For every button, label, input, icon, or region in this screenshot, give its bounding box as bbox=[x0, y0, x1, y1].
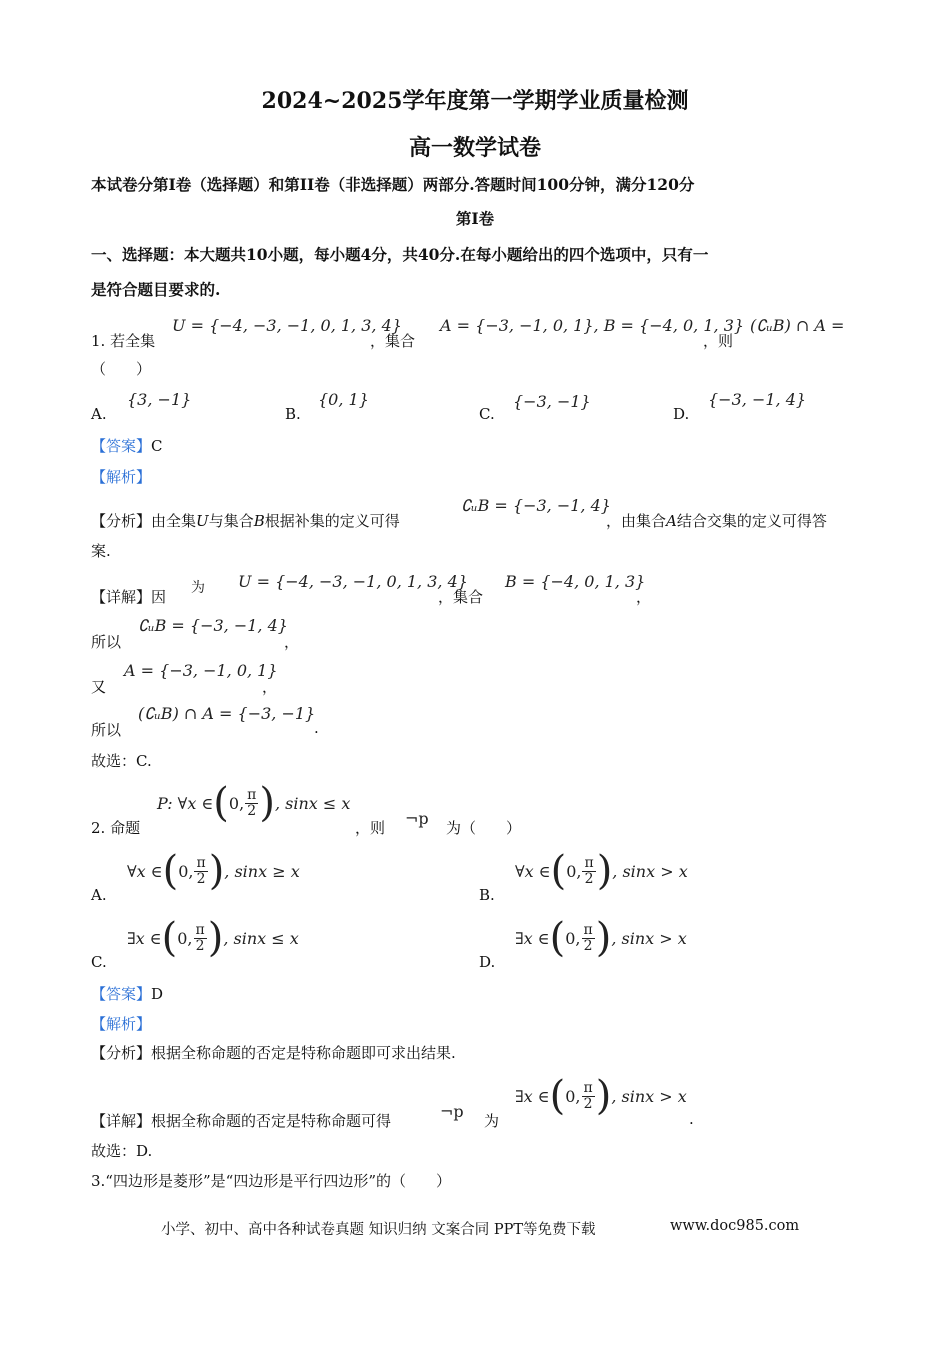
q1-suoyi1-expr: ∁ᵤB = {−3, −1, 4} bbox=[138, 616, 288, 635]
q2-option-a-tail: , sinx ≥ x bbox=[224, 861, 300, 881]
q1-analysis-tag: 【解析】 bbox=[91, 468, 152, 486]
q1-option-a-label: A. bbox=[91, 405, 107, 423]
answer-tag: 【答案】 bbox=[91, 985, 152, 1003]
q2-answer-line bbox=[91, 983, 163, 1004]
q2-detail-zero: 0, bbox=[565, 1086, 581, 1106]
q1-fenxi-text-c: 根据补集的定义可得 bbox=[264, 512, 400, 530]
fenxi-tag: 【分析】 bbox=[91, 512, 152, 530]
fenxi-tag: 【分析】 bbox=[91, 1044, 152, 1062]
exam-title: 2024~2025学年度第一学期学业质量检测 bbox=[261, 88, 689, 114]
q2-stem-c: 为（ ） bbox=[446, 819, 522, 837]
q1-option-b: {0, 1} bbox=[318, 390, 369, 409]
q1-fenxi-a-set: A bbox=[666, 512, 677, 530]
q2-detail-interval: ( 0, $\frac{\pi}{2}$ ) bbox=[549, 1073, 612, 1119]
section-heading-line2: 是符合题目要求的. bbox=[91, 280, 221, 299]
q2-option-b-quantifier: ∀x ∈ bbox=[515, 861, 551, 881]
q1-option-c: {−3, −1} bbox=[513, 392, 591, 411]
q1-detail-text-b: ，集合 bbox=[438, 588, 484, 606]
q1-expr: (∁ᵤB) ∩ A = bbox=[750, 316, 845, 335]
detail-tag: 【详解】 bbox=[91, 588, 152, 606]
q1-option-d: {−3, −1, 4} bbox=[708, 390, 807, 409]
q2-option-d-interval: ( 0, $\frac{\pi}{2}$ ) bbox=[549, 915, 612, 961]
q1-fenxi-tail bbox=[606, 510, 827, 531]
q2-option-c-label: C. bbox=[91, 953, 107, 971]
q1-fenxi-text-e: 结合交集的定义可得答 bbox=[676, 512, 827, 530]
q2-option-a-zero: 0, bbox=[178, 861, 194, 881]
q2-option-d-quantifier: ∃x ∈ bbox=[515, 928, 550, 948]
q2-option-d-pi: π bbox=[583, 921, 593, 938]
q1-stem-b: ，集合 bbox=[370, 332, 416, 350]
q2-option-b-zero: 0, bbox=[566, 861, 582, 881]
q1-fenxi-u: U bbox=[196, 512, 209, 530]
exam-intro: 本试卷分第I卷（选择题）和第II卷（非选择题）两部分.答题时间100分钟，满分120分 bbox=[91, 175, 695, 194]
q2-option-b-frac bbox=[582, 856, 595, 887]
q1-detail-set-u: U = {−4, −3, −1, 0, 1, 3, 4} bbox=[238, 572, 468, 591]
q2-option-d-frac bbox=[582, 923, 595, 954]
q1-fenxi-text-a: 由全集 bbox=[151, 512, 197, 530]
q1-option-c-label: C. bbox=[479, 405, 495, 423]
q2-option-c-pi: π bbox=[195, 921, 205, 938]
q2-option-b bbox=[515, 846, 688, 896]
q1-guxuan: 故选：C. bbox=[91, 752, 152, 770]
q2-option-d-tail: , sinx > x bbox=[611, 928, 687, 948]
q2-option-c bbox=[127, 913, 299, 963]
q1-you: 又 bbox=[91, 678, 107, 696]
q2-detail-notp: ¬p bbox=[440, 1102, 464, 1121]
q1-you-expr: A = {−3, −1, 0, 1} bbox=[124, 661, 278, 680]
exam-subtitle: 高一数学试卷 bbox=[408, 135, 541, 161]
q1-option-a: {3, −1} bbox=[127, 390, 192, 409]
q2-option-b-label: B. bbox=[479, 886, 495, 904]
q2-option-c-quantifier: ∃x ∈ bbox=[127, 928, 162, 948]
q2-option-d bbox=[515, 913, 687, 963]
q2-option-d-zero: 0, bbox=[565, 928, 581, 948]
q2-option-a-label: A. bbox=[91, 886, 107, 904]
q2-option-c-frac bbox=[194, 923, 207, 954]
q1-set-u: U = {−4, −3, −1, 0, 1, 3, 4} bbox=[172, 316, 402, 335]
q3-stem: 3.“四边形是菱形”是“四边形是平行四边形”的（ ） bbox=[91, 1172, 451, 1190]
q1-suoyi2-end: . bbox=[314, 719, 319, 737]
q2-detail-text-a: 根据全称命题的否定是特称命题可得 bbox=[151, 1112, 392, 1130]
q2-stem-a: 2. 命题 bbox=[91, 819, 141, 837]
q1-suoyi2: 所以 bbox=[91, 721, 122, 739]
q1-suoyi2-expr: (∁ᵤB) ∩ A = {−3, −1} bbox=[138, 704, 316, 723]
section-heading-line1: 一、选择题：本大题共10小题，每小题4分，共40分.在每小题给出的四个选项中，只有一 bbox=[91, 245, 709, 264]
q1-fenxi-end: 案. bbox=[91, 542, 111, 560]
q2-proposition bbox=[157, 779, 350, 827]
q2-detail-pi: π bbox=[583, 1079, 593, 1096]
q2-option-a-pi: π bbox=[196, 854, 206, 871]
q1-option-d-label: D. bbox=[673, 405, 690, 423]
q1-fenxi-text-b: 与集合 bbox=[208, 512, 254, 530]
q2-prop-quantifier: P: ∀x ∈ bbox=[157, 793, 214, 813]
q2-answer: D bbox=[151, 985, 164, 1003]
q1-fenxi-line bbox=[91, 510, 400, 531]
q2-option-b-interval: ( 0, $\frac{\pi}{2}$ ) bbox=[550, 848, 613, 894]
q1-detail-text-a: 因 bbox=[151, 588, 167, 606]
q1-fenxi-text-d: ，由集合 bbox=[606, 512, 667, 530]
q1-answer-paren: （ ） bbox=[91, 360, 152, 378]
q2-prop-interval: ( 0, $\frac{\pi}{2}$ ) bbox=[213, 780, 275, 826]
q2-prop-pi: π bbox=[247, 786, 257, 803]
q2-prop-zero: 0, bbox=[228, 793, 245, 813]
q1-fenxi-expr: ∁ᵤB = {−3, −1, 4} bbox=[461, 496, 611, 515]
q2-fenxi-line bbox=[91, 1042, 456, 1063]
part-heading: 第I卷 bbox=[455, 209, 495, 228]
q1-detail-comma: ， bbox=[636, 588, 652, 606]
q2-detail-end: . bbox=[689, 1110, 694, 1128]
q1-detail-wei: 为 bbox=[191, 580, 205, 596]
q2-option-c-zero: 0, bbox=[177, 928, 193, 948]
footer-url[interactable]: www.doc985.com bbox=[670, 1218, 800, 1234]
q2-detail-tail: , sinx > x bbox=[611, 1086, 687, 1106]
q1-stem-a: 1. 若全集 bbox=[91, 332, 156, 350]
q1-you-end: ， bbox=[262, 678, 278, 696]
q2-option-b-two: 2 bbox=[584, 870, 594, 887]
q2-detail-line bbox=[91, 1110, 391, 1131]
q2-guxuan: 故选：D. bbox=[91, 1142, 153, 1160]
q2-option-a-quantifier: ∀x ∈ bbox=[127, 861, 163, 881]
q2-option-b-tail: , sinx > x bbox=[612, 861, 688, 881]
footer-text: 小学、初中、高中各种试卷真题 知识归纳 文案合同 PPT等免费下载 bbox=[161, 1222, 596, 1238]
q2-notp: ¬p bbox=[405, 809, 429, 828]
q1-set-ab: A = {−3, −1, 0, 1}, B = {−4, 0, 1, 3} bbox=[440, 316, 745, 335]
q2-prop-two: 2 bbox=[247, 802, 257, 819]
q1-stem-c: ，则 bbox=[703, 332, 734, 350]
q2-option-a-interval: ( 0, $\frac{\pi}{2}$ ) bbox=[162, 848, 225, 894]
q2-option-c-two: 2 bbox=[195, 937, 205, 954]
q1-answer-line bbox=[91, 435, 163, 456]
q2-prop-tail: , sinx ≤ x bbox=[274, 793, 351, 813]
q2-option-d-two: 2 bbox=[583, 937, 593, 954]
q2-detail-text-b: 为 bbox=[484, 1112, 500, 1130]
q1-option-b-label: B. bbox=[285, 405, 301, 423]
q1-suoyi1-end: ， bbox=[284, 633, 300, 651]
q2-stem-b: ，则 bbox=[355, 819, 386, 837]
q1-detail-line bbox=[91, 586, 166, 607]
q2-option-c-interval: ( 0, $\frac{\pi}{2}$ ) bbox=[161, 915, 224, 961]
q1-fenxi-b-set: B bbox=[253, 512, 265, 530]
q2-fenxi-text: 根据全称命题的否定是特称命题即可求出结果. bbox=[151, 1044, 456, 1062]
detail-tag: 【详解】 bbox=[91, 1112, 152, 1130]
q2-analysis-tag: 【解析】 bbox=[91, 1015, 152, 1033]
q1-answer: C bbox=[151, 437, 163, 455]
answer-tag: 【答案】 bbox=[91, 437, 152, 455]
q2-option-a-frac bbox=[194, 856, 207, 887]
q1-detail-set-b: B = {−4, 0, 1, 3} bbox=[505, 572, 646, 591]
q2-detail-quantifier: ∃x ∈ bbox=[515, 1086, 550, 1106]
q2-detail-two: 2 bbox=[583, 1095, 593, 1112]
q2-option-c-tail: , sinx ≤ x bbox=[223, 928, 299, 948]
q2-option-a-two: 2 bbox=[196, 870, 206, 887]
q2-option-a bbox=[127, 846, 300, 896]
q2-detail-expr bbox=[515, 1071, 687, 1121]
q2-prop-frac bbox=[245, 788, 258, 819]
q2-option-d-label: D. bbox=[479, 953, 496, 971]
q2-detail-frac bbox=[582, 1081, 595, 1112]
q1-suoyi1: 所以 bbox=[91, 633, 122, 651]
q2-option-b-pi: π bbox=[584, 854, 594, 871]
